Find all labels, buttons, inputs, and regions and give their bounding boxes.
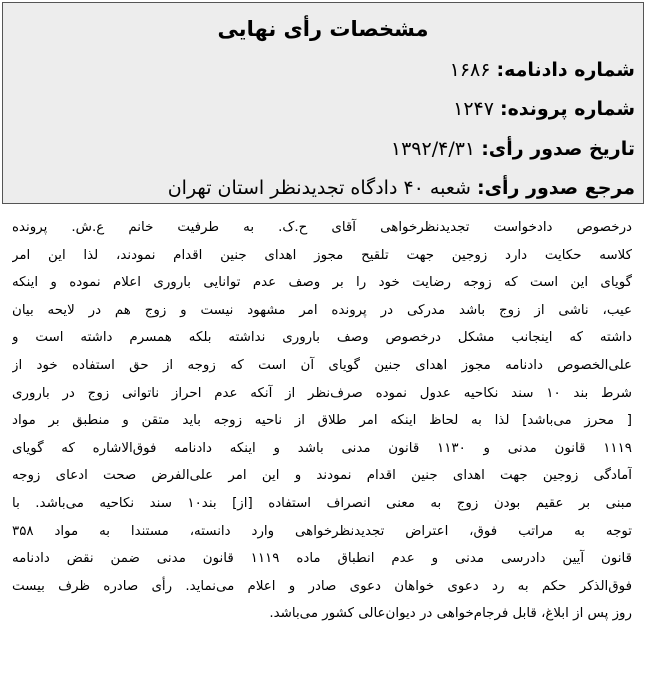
issue-date-value: ۱۳۹۲/۴/۳۱ (390, 138, 476, 160)
issue-date-row (11, 135, 635, 163)
issuing-authority-row (11, 174, 635, 202)
body-line: علی‌الخصوص دادنامه مجوز اهدای جنین گویای آن است که زوجه از حق استفاده خود از (12, 357, 632, 373)
case-number-label: شماره پرونده: (499, 98, 635, 120)
body-line: کلاسه حکایت دارد زوجین جهت تلقیح مجوز اهدای جنین اقدام نمودند، لذا این امر (12, 247, 632, 263)
body-line: ۱۱۱۹ قانون مدنی و ۱۱۳۰ قانون مدنی باشد و اینکه دادنامه فوق‌الاشاره که گویای (12, 440, 632, 456)
case-number-value: ۱۲۴۷ (453, 98, 494, 120)
case-number-row (11, 95, 635, 123)
verdict-number-label: شماره دادنامه: (496, 59, 635, 81)
body-line: عیب، ناشی از زوج باشد مدرکی در پرونده امر مشهود نیست و زوج هم در لایحه بیان (12, 302, 632, 318)
body-line: شرط بند ۱۰ سند نکاحیه عدول نموده صرف‌نظر از آنکه عدم احراز ناتوانی زوج در باروری (12, 385, 632, 401)
body-line: قانون آیین دادرسی مدنی و عدم انطباق ماده ۱۱۱۹ قانون مدنی ضمن نقض دادنامه (12, 551, 632, 567)
issuing-authority-value: شعبه ۴۰ دادگاه تجدیدنظر استان تهران (167, 177, 471, 199)
verdict-number-value: ۱۶۸۶ (449, 59, 491, 81)
issue-date-label: تاریخ صدور رأی: (481, 138, 635, 160)
body-line: داشته که اینجانب مشکل درخصوص وصف باروری نداشته بلکه همسرم داشته است و (12, 330, 632, 346)
body-line: فوق‌الذکر حکم به رد دعوی خواهان دعوی صادر و اعلام می‌نماید. رأی صادره ظرف بیست (12, 578, 632, 594)
body-line: آمادگی زوجین جهت اهدای جنین اقدام نمودند و این امر علی‌الفرض صحت ادعای زوجه (12, 468, 632, 484)
verdict-details-box (2, 2, 644, 204)
body-line: توجه به مراتب فوق، اعتراض تجدیدنظرخواهی وارد دانسته، مستندا به مواد ۳۵۸ (12, 523, 632, 539)
verdict-number-row (11, 56, 635, 84)
body-line: گویای این است که زوجه رضایت خود را بر وصف عدم توانایی باروری اعلام نموده و اینکه (12, 275, 632, 291)
body-line: روز پس از ابلاغ، قابل فرجام‌خواهی در دیوان‌عالی کشور می‌باشد. (269, 606, 632, 622)
issuing-authority-label: مرجع صدور رأی: (476, 177, 635, 199)
verdict-body-text (12, 214, 632, 628)
verdict-details-title: مشخصات رأی نهایی (217, 17, 429, 41)
body-line: درخصوص دادخواست تجدیدنظرخواهی آقای ح.ک. به طرفیت خانم ع.ش. پرونده (12, 220, 632, 235)
body-line: [ محرز می‌باشد] لذا به لحاظ اینکه امر طلاق از ناحیه زوجه باید متقن و منطبق بر مواد (12, 413, 632, 429)
body-line: مبنی بر عقیم بودن زوج به معنی انصراف استفاده [از] بند۱۰ سند نکاحیه می‌باشد. با (12, 495, 632, 511)
